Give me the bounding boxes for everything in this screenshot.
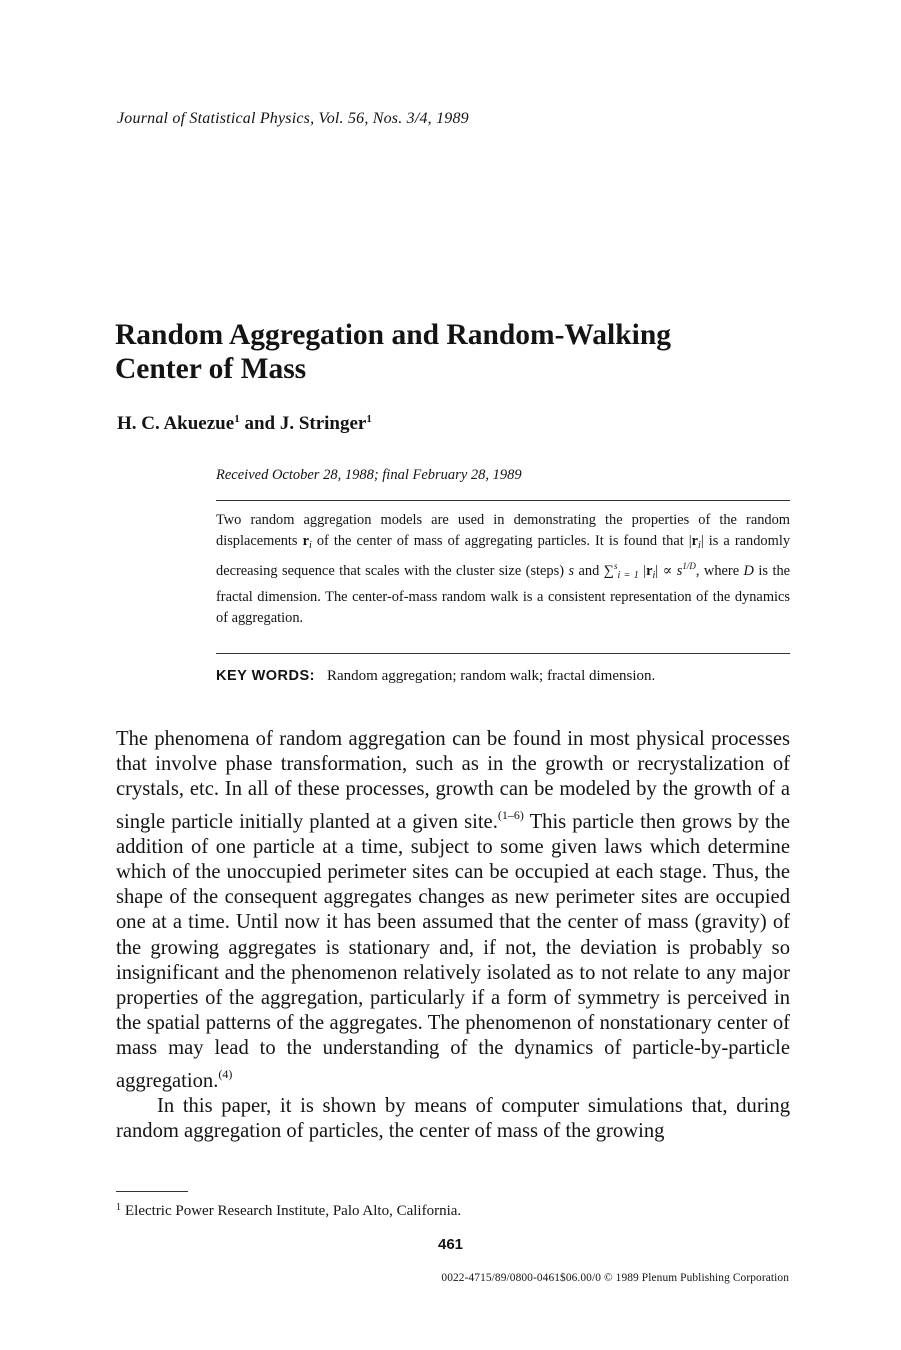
title-line-1: Random Aggregation and Random-Walking bbox=[115, 319, 671, 351]
abstract: Two random aggregation models are used in demonstrating the properties of the random displacements $r_i$ of the center of mass of aggregating particles. It is found that $|r_i|$ is a randomly decreasing sequence that scales with the cluster size (steps) s and ∑$^s_{i = 1}$ $|r_i| \propto s^{1/D}$, where D is the fractal dimension. The center-of-mass random walk is a consistent representation of the dynamics of aggregation. bbox=[216, 512, 791, 626]
footnote-mark: 1 bbox=[116, 1202, 121, 1213]
keywords-label: KEY WORDS: bbox=[216, 668, 315, 684]
footnote-rule bbox=[116, 1191, 188, 1192]
citation: (4) bbox=[218, 1066, 233, 1081]
footnote-text: Electric Power Research Institute, Palo Alto, California. bbox=[125, 1203, 462, 1219]
paragraph: In this paper, it is shown by means of computer simulations that, during random aggregation of particles, the center of mass of the growing bbox=[116, 1094, 790, 1143]
author-name: J. Stringer bbox=[279, 413, 367, 434]
keywords bbox=[216, 668, 655, 685]
abstract-bottom-rule bbox=[216, 653, 790, 654]
author-conjunction: and bbox=[244, 413, 276, 434]
paragraph: The phenomena of random aggregation can be found in most physical processes that involve phase transformation, such as in the growth or recrystalization of crystals, etc. In all of these processes, growth can be modeled by the growth of a single particle initially planted at a given site.$^{(1-6)}$ This particle then grows by the addition of one particle at a time, subject to some given laws which determine which of the unoccupied perimeter sites can be occupied at each stage. Thus, the shape of the consequent aggregates changes as new perimeter sites are occupied one at a time. Until now it has been assumed that the center of mass (gravity) of the growing aggregates is stationary and, if not, the deviation is probably so insignificant and the phenomenon relatively isolated as to not relate to any major properties of the aggregation, particularly if a form of symmetry is perceived in the spatial patterns of the aggregates. The phenomenon of nonstationary center of mass may lead to the understanding of the dynamics of particle-by-particle aggregation.$^{(4)}$ bbox=[116, 728, 790, 1092]
author-list bbox=[117, 413, 372, 435]
page-number: 461 bbox=[437, 1236, 464, 1253]
citation: (1–6) bbox=[497, 807, 524, 822]
keywords-text: Random aggregation; random walk; fractal dimension. bbox=[327, 668, 656, 684]
abstract-top-rule bbox=[216, 500, 790, 501]
received-dates: Received October 28, 1988; final February 28, 1989 bbox=[216, 467, 522, 483]
author-name: H. C. Akuezue bbox=[117, 413, 235, 434]
title-line-2: Center of Mass bbox=[115, 353, 307, 385]
copyright-line: 0022-4715/89/0800-0461$06.00/0 © 1989 Plenum Publishing Corporation bbox=[441, 1272, 789, 1284]
body-text bbox=[116, 727, 790, 1144]
affiliation-mark: 1 bbox=[234, 413, 240, 425]
footnote bbox=[116, 1202, 461, 1220]
journal-citation: Journal of Statistical Physics, Vol. 56, Nos. 3/4, 1989 bbox=[117, 110, 469, 127]
affiliation-mark: 1 bbox=[366, 413, 372, 425]
article-title bbox=[115, 318, 795, 386]
